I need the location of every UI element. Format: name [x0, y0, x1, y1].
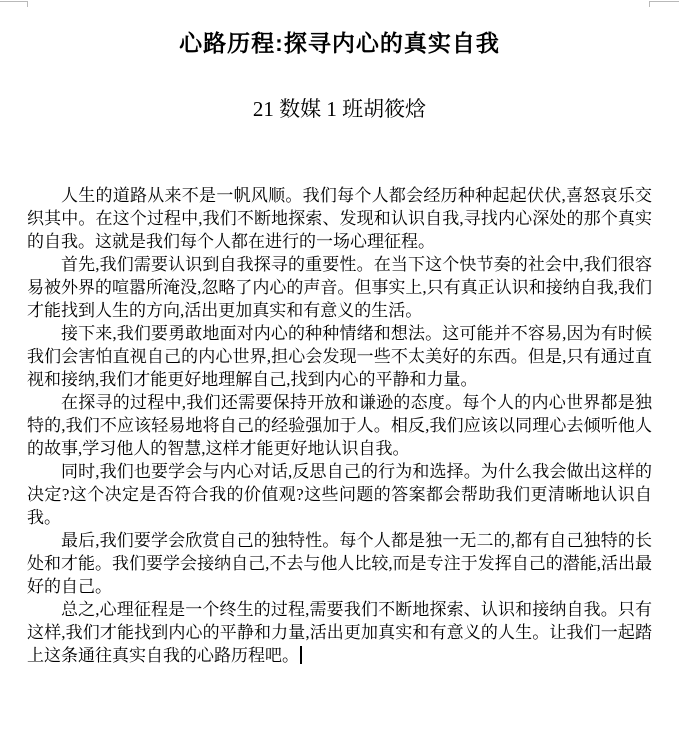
- document-title[interactable]: 心路历程:探寻内心的真实自我: [179, 30, 500, 56]
- crop-mark-top-left: [0, 1, 28, 7]
- paragraph[interactable]: [27, 460, 652, 529]
- paragraph-text: 在探寻的过程中,我们还需要保持开放和谦逊的态度。每个人的内心世界都是独特的,我们不应该轻易地将自己的经验强加于人。相反,我们应该以同理心去倾听他人的故事,学习他人的智慧,这样才能更好地认识自我。: [27, 393, 652, 458]
- document-body[interactable]: [27, 184, 652, 667]
- paragraph[interactable]: [27, 598, 652, 667]
- paragraph[interactable]: [27, 253, 652, 322]
- paragraph[interactable]: [27, 184, 652, 253]
- text-cursor: [300, 646, 302, 664]
- paragraph-text: 人生的道路从来不是一帆风顺。我们每个人都会经历种种起起伏伏,喜怒哀乐交织其中。在这个过程中,我们不断地探索、发现和认识自我,寻找内心深处的那个真实的自我。这就是我们每个人都在进行的一场心理征程。: [27, 186, 652, 251]
- crop-mark-top-right: [649, 1, 679, 7]
- paragraph[interactable]: [27, 391, 652, 460]
- paragraph-text: 同时,我们也要学会与内心对话,反思自己的行为和选择。为什么我会做出这样的决定?这个决定是否符合我的价值观?这些问题的答案都会帮助我们更清晰地认识自我。: [27, 462, 652, 527]
- document-byline[interactable]: 21 数媒 1 班胡筱焓: [252, 97, 427, 121]
- paragraph-text: 首先,我们需要认识到自我探寻的重要性。在当下这个快节奏的社会中,我们很容易被外界的喧嚣所淹没,忽略了内心的声音。但事实上,只有真正认识和接纳自我,我们才能找到人生的方向,活出更加真实和有意义的生活。: [27, 255, 652, 320]
- paragraph[interactable]: [27, 322, 652, 391]
- paragraph-text: 接下来,我们要勇敢地面对内心的种种情绪和想法。这可能并不容易,因为有时候我们会害怕直视自己的内心世界,担心会发现一些不太美好的东西。但是,只有通过直视和接纳,我们才能更好地理解自己,找到内心的平静和力量。: [27, 324, 652, 389]
- paragraph-text: 总之,心理征程是一个终生的过程,需要我们不断地探索、认识和接纳自我。只有这样,我们才能找到内心的平静和力量,活出更加真实和有意义的人生。让我们一起踏上这条通往真实自我的心路历程吧。: [27, 600, 652, 665]
- paragraph[interactable]: [27, 529, 652, 598]
- paragraph-text: 最后,我们要学会欣赏自己的独特性。每个人都是独一无二的,都有自己独特的长处和才能。我们要学会接纳自己,不去与他人比较,而是专注于发挥自己的潜能,活出最好的自己。: [27, 531, 652, 596]
